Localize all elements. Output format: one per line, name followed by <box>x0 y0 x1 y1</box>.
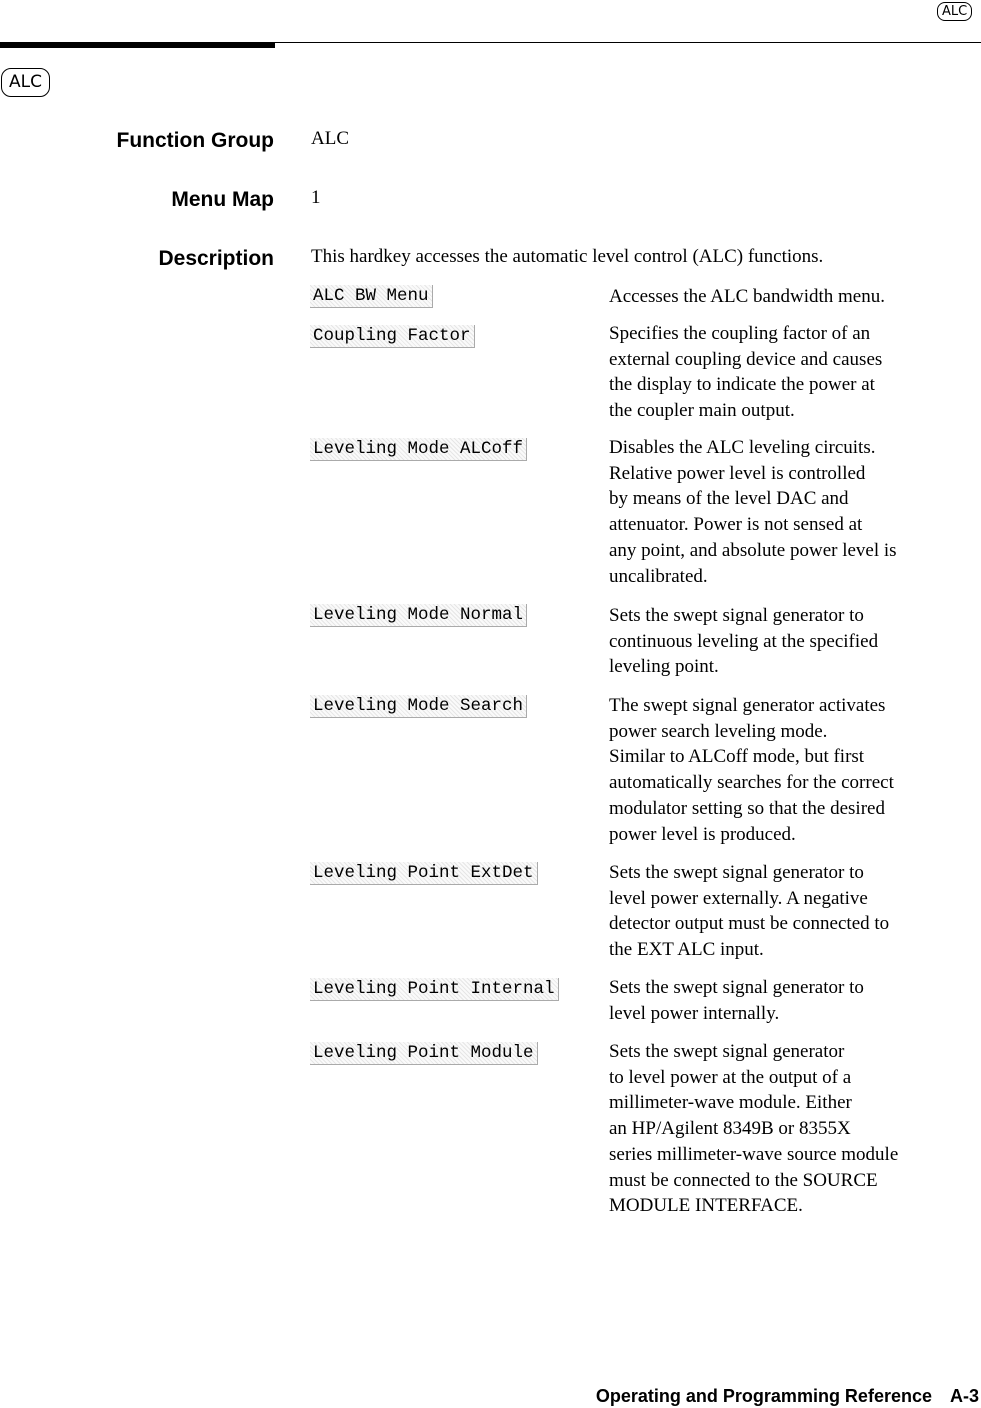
description-line: The swept signal generator activates <box>609 695 886 716</box>
function-group-label: Function Group <box>116 129 274 152</box>
softkey-leveling-point-module: Leveling Point Module <box>310 1042 538 1065</box>
alc-hardkey-corner: ALC <box>937 2 972 21</box>
menu-map-value: 1 <box>311 187 321 208</box>
footer-title: Operating and Programming Reference <box>595 1386 932 1406</box>
description-line: Accesses the ALC bandwidth menu. <box>609 286 885 307</box>
menu-map-label: Menu Map <box>171 188 274 211</box>
description-line: attenuator. Power is not sensed at <box>609 514 863 536</box>
softkey-leveling-mode-search: Leveling Mode Search <box>310 695 527 718</box>
softkey-leveling-mode-alcoff: Leveling Mode ALCoff <box>310 438 527 461</box>
description-line: MODULE INTERFACE. <box>609 1195 803 1217</box>
softkey-description <box>609 603 979 680</box>
description-line: power search leveling mode. <box>609 720 828 742</box>
description-line: automatically searches for the correct <box>609 772 894 794</box>
description-line: modulator setting so that the desired <box>609 797 885 819</box>
description-line: detector output must be connected to <box>609 913 890 935</box>
alc-hardkey-title: ALC <box>1 68 50 97</box>
description-line: the display to indicate the power at <box>609 374 875 396</box>
softkey-alc-bw-menu: ALC BW Menu <box>310 285 433 308</box>
page-footer <box>596 1386 979 1407</box>
softkey-description <box>609 975 979 1026</box>
softkey-leveling-point-internal: Leveling Point Internal <box>310 978 559 1001</box>
description-line: millimeter-wave module. Either <box>609 1092 852 1114</box>
description-line: must be connected to the SOURCE <box>609 1169 878 1191</box>
description-line: level power internally. <box>609 1002 780 1024</box>
description-line: Disables the ALC leveling circuits. <box>609 437 876 458</box>
function-group-value: ALC <box>311 128 349 149</box>
description-line: Sets the swept signal generator <box>609 1041 845 1062</box>
description-line: Specifies the coupling factor of an <box>609 323 871 344</box>
description-line: Similar to ALCoff mode, but first <box>609 746 865 768</box>
softkey-description <box>609 693 979 847</box>
description-line: Sets the swept signal generator to <box>609 605 864 626</box>
description-line: Relative power level is controlled <box>609 462 866 484</box>
description-line: leveling point. <box>609 656 719 678</box>
description-text: This hardkey accesses the automatic level control (ALC) functions. <box>311 246 824 267</box>
softkey-description <box>609 435 979 589</box>
softkey-coupling-factor: Coupling Factor <box>310 325 475 348</box>
description-line: Sets the swept signal generator to <box>609 977 864 998</box>
header-rule-thick <box>0 42 275 48</box>
description-line: continuous leveling at the specified <box>609 630 879 652</box>
description-line: level power externally. A negative <box>609 887 868 909</box>
description-line: series millimeter-wave source module <box>609 1143 899 1165</box>
softkey-description <box>609 321 979 424</box>
description-line: an HP/Agilent 8349B or 8355X <box>609 1118 851 1140</box>
softkey-description <box>609 284 979 310</box>
softkey-leveling-mode-normal: Leveling Mode Normal <box>310 604 527 627</box>
page-number: A-3 <box>949 1386 979 1406</box>
softkey-description <box>609 860 979 963</box>
description-line: by means of the level DAC and <box>609 488 849 510</box>
description-line: power level is produced. <box>609 823 796 845</box>
softkey-description <box>609 1039 979 1219</box>
softkey-leveling-point-extdet: Leveling Point ExtDet <box>310 862 538 885</box>
description-label: Description <box>158 247 274 270</box>
description-line: any point, and absolute power level is <box>609 539 897 561</box>
description-line: to level power at the output of a <box>609 1066 852 1088</box>
description-line: Sets the swept signal generator to <box>609 862 864 883</box>
description-line: the EXT ALC input. <box>609 939 764 961</box>
description-line: external coupling device and causes <box>609 348 883 370</box>
description-line: the coupler main output. <box>609 400 795 422</box>
description-line: uncalibrated. <box>609 565 708 587</box>
